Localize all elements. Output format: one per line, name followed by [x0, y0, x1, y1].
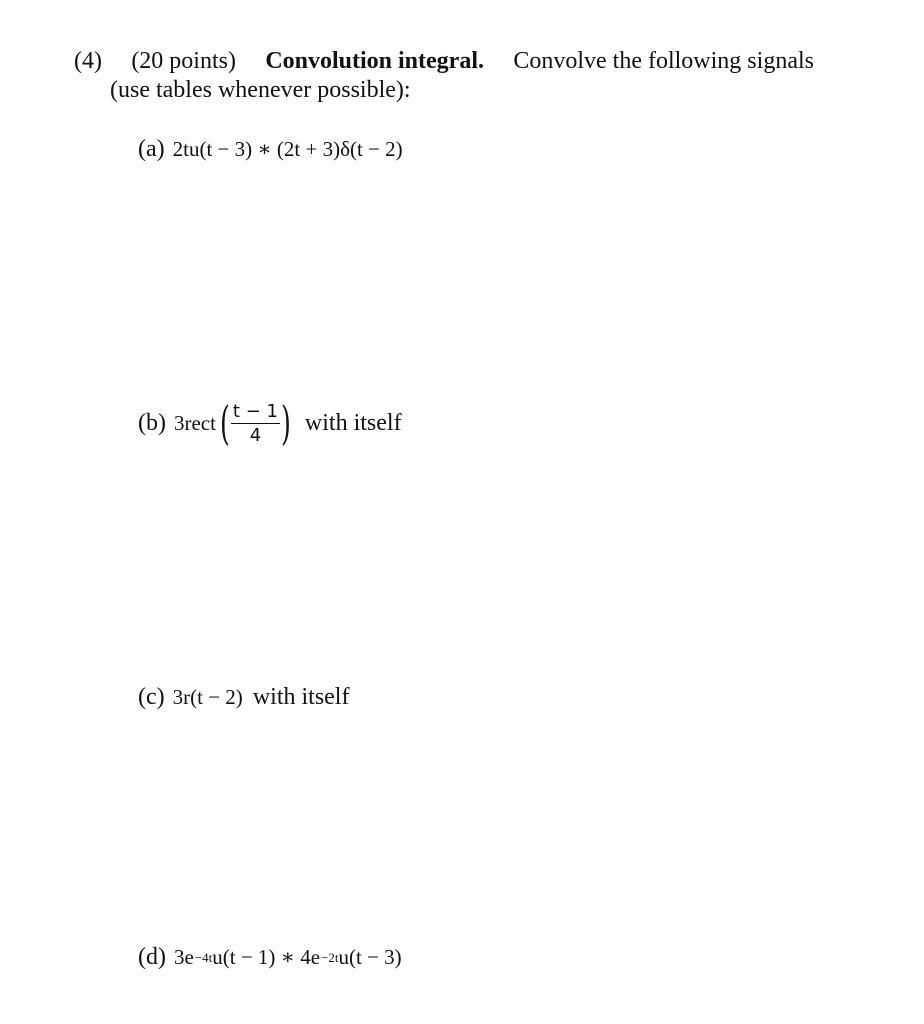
- part-a-label: (a): [138, 136, 165, 162]
- problem-header: [74, 47, 814, 105]
- part-a-expression: 2tu(t − 3) ∗ (2t + 3)δ(t − 2): [172, 137, 403, 161]
- part-a: [138, 136, 403, 163]
- part-d-exponent1: −4t: [194, 949, 213, 965]
- problem-number: (4): [74, 48, 102, 74]
- part-c: [138, 684, 349, 711]
- part-b-label: (b): [138, 409, 166, 436]
- problem-instruction-line1: Convolve the following signals: [513, 48, 814, 74]
- part-b-denominator: 4: [249, 424, 262, 446]
- part-c-label: (c): [138, 684, 165, 710]
- part-d-label: (d): [138, 944, 166, 970]
- part-d-tail: u(t − 3): [338, 945, 402, 969]
- problem-title: Convolution integral.: [265, 48, 484, 74]
- part-d-coef1: 3e: [173, 945, 194, 969]
- part-b: [138, 396, 402, 450]
- part-b-fraction: [231, 401, 280, 446]
- problem-header-line1: [74, 47, 814, 76]
- problem-points: (20 points): [131, 48, 236, 74]
- part-d-exponent2: −2t: [321, 949, 339, 965]
- part-b-numerator: t − 1: [232, 400, 278, 422]
- right-paren: ): [281, 396, 291, 450]
- problem-instruction-line2: (use tables whenever possible):: [110, 77, 411, 103]
- part-d: [138, 944, 402, 971]
- left-paren: (: [220, 396, 230, 450]
- part-b-fraction-group: [216, 396, 295, 450]
- part-c-suffix: with itself: [252, 684, 350, 710]
- part-b-suffix: with itself: [304, 409, 402, 436]
- part-d-middle: u(t − 1) ∗ 4e: [212, 945, 321, 969]
- part-c-expression: 3r(t − 2): [172, 685, 243, 709]
- part-b-prefix: 3rect: [173, 410, 216, 435]
